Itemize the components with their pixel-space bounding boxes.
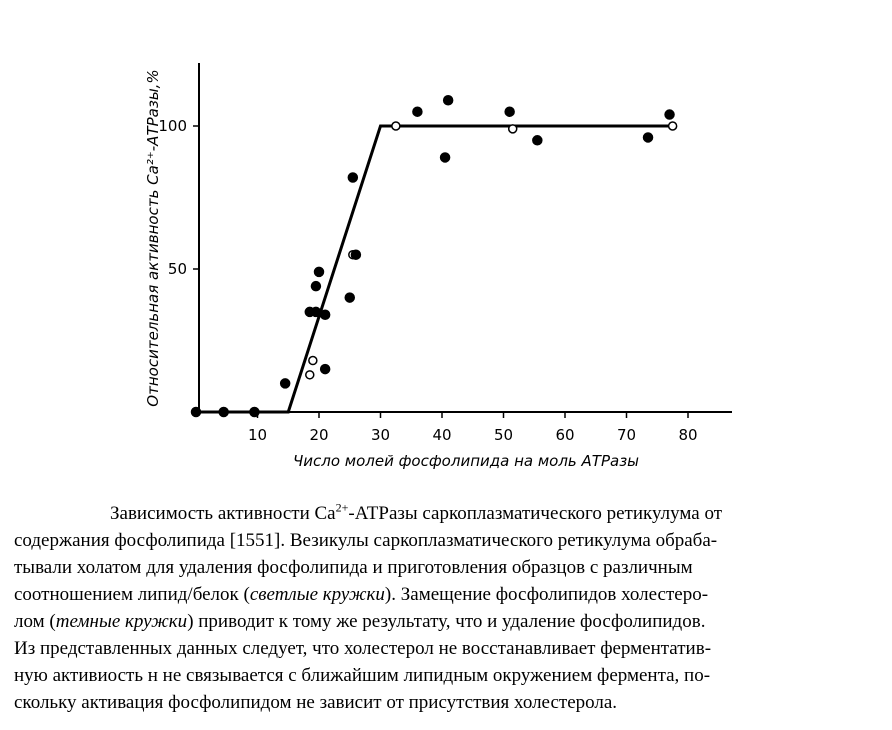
x-tick-label: 50 [493, 426, 514, 444]
caption-italic: темные кружки [55, 611, 188, 632]
caption-text: лом ( [14, 611, 56, 632]
filled-data-point [192, 408, 201, 417]
y-axis-label: Относительная активность Ca²⁺-АТРазы,% [144, 69, 162, 407]
chart-axes [199, 63, 732, 413]
x-tick-label: 20 [309, 426, 329, 444]
filled-data-point [644, 133, 653, 142]
filled-data-point [345, 293, 354, 302]
filled-data-point [441, 153, 450, 162]
open-data-point [669, 122, 677, 130]
caption-text: Зависимость активности Ca [110, 503, 336, 524]
data-points [192, 96, 677, 417]
caption-line-1 [14, 500, 880, 527]
caption-line-7: ную активиость н не связывается с ближайшим липидным окружением фермента, по- [14, 665, 711, 686]
filled-data-point [665, 110, 674, 119]
caption-text: ). Замещение фосфолипидов холестеро- [384, 584, 709, 605]
filled-data-point [250, 408, 259, 417]
caption-line-8: скольку активация фосфолипидом не зависит от присутствия холестерола. [14, 692, 618, 713]
filled-data-point [315, 267, 324, 276]
filled-data-point [533, 136, 542, 145]
filled-data-point [348, 173, 357, 182]
caption-line-5 [14, 608, 880, 635]
filled-data-point [311, 282, 320, 291]
caption-text: ) приводит к тому же результату, что и удаление фосфолипидов. [187, 611, 706, 632]
open-data-point [509, 125, 517, 133]
open-data-point [309, 357, 317, 365]
x-tick-label: 10 [247, 426, 268, 444]
y-tick-label: 50 [167, 260, 187, 278]
filled-data-point [351, 250, 360, 259]
open-data-point [306, 371, 314, 379]
caption-text: соотношением липид/белок ( [14, 584, 250, 605]
filled-data-point [311, 307, 320, 316]
caption-text: -АТРазы саркоплазматического ретикулума от [348, 503, 723, 524]
filled-data-point [321, 310, 330, 319]
caption-line-6: Из представленных данных следует, что холестерол не восстанавливает ферментатив- [14, 638, 712, 659]
caption-line-4 [14, 581, 880, 608]
figure-caption [14, 500, 880, 716]
x-tick-label: 70 [616, 426, 637, 444]
filled-data-point [413, 107, 422, 116]
filled-data-point [505, 107, 514, 116]
caption-line-2: содержания фосфолипида [1551]. Везикулы саркоплазматического ретикулума обраба- [14, 530, 718, 551]
x-tick-label: 60 [555, 426, 575, 444]
open-data-point [392, 122, 400, 130]
caption-superscript: 2+ [335, 500, 349, 515]
caption-italic: светлые кружки [249, 584, 385, 605]
x-tick-label: 80 [678, 426, 698, 444]
filled-data-point [321, 365, 330, 374]
x-axis-label: Число молей фосфолипида на моль АТРазы [292, 452, 640, 470]
filled-data-point [281, 379, 290, 388]
caption-line-3: тывали холатом для удаления фосфолипида и приготовления образцов с различным [14, 557, 693, 578]
y-tick-label: 100 [158, 117, 187, 135]
filled-data-point [444, 96, 453, 105]
filled-data-point [219, 408, 228, 417]
chart-ticks [158, 117, 697, 444]
x-tick-label: 30 [370, 426, 391, 444]
fit-line [196, 126, 676, 412]
x-tick-label: 40 [432, 426, 452, 444]
